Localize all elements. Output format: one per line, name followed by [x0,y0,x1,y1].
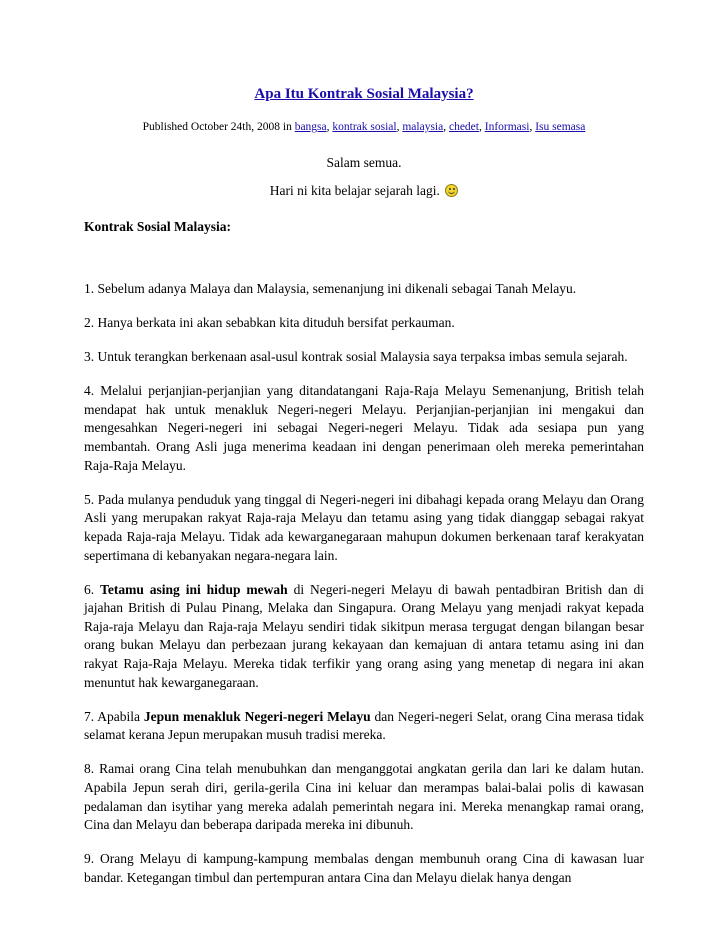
article-meta: Published October 24th, 2008 in bangsa, kontrak sosial, malaysia, chedet, Informasi, Isu semasa [142,121,586,133]
section-heading: Kontrak Sosial Malaysia: [84,219,232,234]
article-body [84,280,644,903]
paragraph-3 [84,348,644,367]
article-title-link[interactable]: Apa Itu Kontrak Sosial Malaysia? [254,86,474,102]
paragraph-text: 7. Apabila [84,708,144,724]
paragraph-7 [84,708,644,745]
paragraph-9 [84,850,644,887]
paragraph-bold-text: Tetamu asing ini hidup mewah [100,581,288,597]
greeting-line-1: Salam semua. [326,155,402,170]
paragraph-6 [84,581,644,693]
tag-link-isu-semasa[interactable]: Isu semasa [535,121,586,133]
paragraph-text: 4. Melalui perjanjian-perjanjian yang ditandatangani Raja-Raja Melayu Semenanjung, British telah mendapat hak untuk menakluk Negeri-negeri Melayu. Perjanjian-perjanjian ini mengakui dan mengesahkan Negeri-negeri ini sebagai Negeri-negeri Melayu. Tidak ada sesiapa pun yang membantah. Orang Asli juga menerima keadaan ini dengan penerimaan oleh mereka pemerintahan Raja-Raja Melayu. [84,383,644,473]
paragraph-text: 2. Hanya berkata ini akan sebabkan kita dituduh bersifat perkauman. [84,315,455,331]
paragraph-text: 1. Sebelum adanya Malaya dan Malaysia, semenanjung ini dikenali sebagai Tanah Melayu. [84,281,577,296]
tag-link-chedet[interactable]: chedet [448,121,479,133]
smiley-face-icon [445,184,458,197]
paragraph-4 [84,382,644,475]
greeting-line-2 [84,183,644,199]
greeting-line-2-text: Hari ni kita belajar sejarah lagi. [269,183,440,198]
paragraph-5 [84,491,644,565]
tag-link-informasi[interactable]: Informasi [484,121,530,133]
published-date: Published October 24th, 2008 in [142,121,295,133]
paragraph-bold-text: Jepun menakluk Negeri-negeri Melayu [143,708,371,724]
paragraph-text: 6. [84,581,101,597]
paragraph-8 [84,760,644,834]
tag-link-kontrak-sosial[interactable]: kontrak sosial [332,121,397,133]
tag-link-malaysia[interactable]: malaysia [402,121,444,133]
paragraph-text: 8. Ramai orang Cina telah menubuhkan dan menganggotai angkatan gerila dan lari ke dalam hutan. Apabila Jepun serah diri, gerila-gerila Cina ini keluar dan merampas balai-balai polis di kawasan pedalaman dan isytihar yang mereka adalah pemerintah negara ini. Mereka menangkap ramai orang, Cina dan Melayu dan beberapa daripada mereka ini dibunuh. [84,761,644,833]
tag-link-bangsa[interactable]: bangsa [294,121,327,133]
article-title [84,86,644,103]
paragraph-text: 5. Pada mulanya penduduk yang tinggal di Negeri-negeri ini dibahagi kepada orang Melayu dan Orang Asli yang merupakan rakyat Raja-raja Melayu dan tetamu asing yang tidak dianggap sebagai rakyat kepada Raja-raja Melayu. Tidak ada kewarganegaraan mahupun dokumen berkenaan taraf kerakyatan sepertimana di kebanyakan negara-negara lain. [84,491,644,563]
paragraph-text: di Negeri-negeri Melayu di bawah pentadbiran British dan di jajahan British di Pulau Pinang, Melaka dan Singapura. Orang Melayu yang menjadi rakyat kepada Raja-raja Melayu dan Raja-raja Melayu sendiri tidak sikitpun merasa tergugat dengan bilangan besar orang bukan Melayu dan perbezaan jurang kekayaan dan kemajuan di antara tetamu asing ini dan rakyat Raja-Raja Melayu. Mereka tidak terfikir yang orang asing yang menetap di negara ini akan menuntut hak kewarganegaraan. [84,581,645,690]
paragraph-2 [84,314,644,333]
paragraph-text: 3. Untuk terangkan berkenaan asal-usul kontrak sosial Malaysia saya terpaksa imbas semula sejarah. [84,349,628,365]
paragraph-text: 9. Orang Melayu di kampung-kampung membalas dengan membunuh orang Cina di kawasan luar bandar. Ketegangan timbul dan pertempuran antara Cina dan Melayu dielak hanya dengan [84,851,644,885]
paragraph-1 [84,280,644,299]
paragraph-text: dan Negeri-negeri Selat, orang Cina merasa tidak selamat kerana Jepun merupakan musuh tradisi mereka. [84,708,644,743]
